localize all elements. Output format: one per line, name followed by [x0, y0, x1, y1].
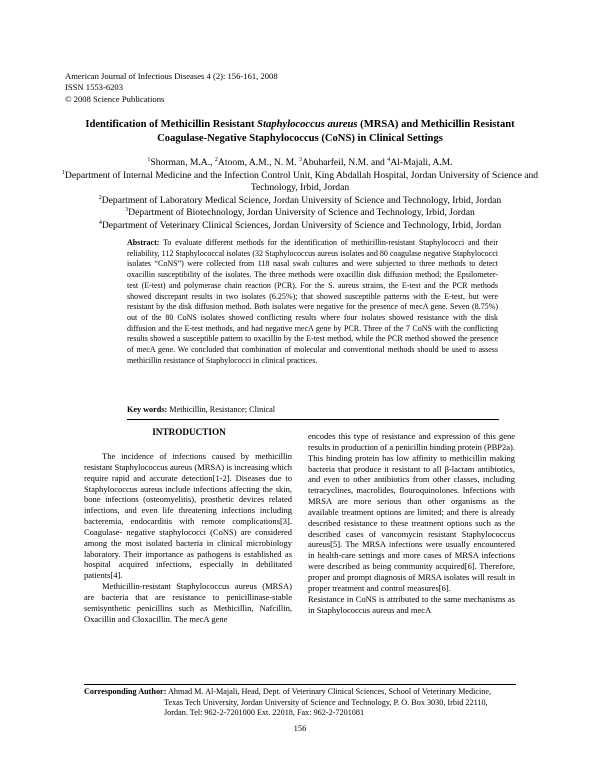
affiliation — [60, 195, 540, 208]
title-species: Staphylococcus aureus — [257, 119, 358, 130]
corresponding-author — [84, 687, 516, 719]
journal-citation: American Journal of Infectious Diseases 4 (2): 156-161, 2008 — [65, 71, 278, 81]
author-name: Shorman, M.A., — [150, 157, 215, 168]
title-part-2: (MRSA) and Methicillin Resistant Coagulase-Negative Staphylococcus (CoNS) in Clinical Settings — [157, 119, 515, 144]
keywords-text: Methicillin, Resistance; Clinical — [167, 405, 276, 414]
right-column — [308, 431, 515, 615]
section-heading: INTRODUCTION — [152, 427, 226, 437]
title-part-1: Identification of Methicillin Resistant — [85, 119, 258, 130]
affiliation-sup: 1 — [61, 169, 65, 176]
keywords — [127, 404, 498, 415]
corresponding-label: Corresponding Author: — [84, 687, 167, 696]
affiliation-text: Department of Veterinary Clinical Sciences, Jordan University of Science and Technology, Irbid, Jordan — [101, 219, 502, 231]
corresponding-line-1 — [84, 687, 516, 698]
journal-copyright: © 2008 Science Publications — [65, 93, 165, 104]
abstract — [127, 238, 498, 366]
author-name: Atoom, A.M., N. M. — [217, 157, 299, 168]
affiliation-sup: 2 — [98, 194, 102, 201]
paper-title — [75, 118, 525, 146]
abstract-label: Abstract: — [127, 238, 160, 247]
corresponding-text: Ahmad M. Al-Majali, Head, Dept. of Veterinary Clinical Sciences, School of Veterinary Medicine, — [166, 687, 492, 696]
page-number: 156 — [293, 723, 307, 733]
affiliation — [60, 170, 540, 195]
author-sup: 3 — [298, 157, 302, 163]
author-name: Al-Majali, A.M. — [390, 157, 453, 168]
author-sup: 4 — [387, 157, 391, 163]
paragraph: The incidence of infections caused by methicillin resistant Staphylococcus aureus (MRSA) is increasing which require rapid and accurate detection[1-2]. Diseases due to Staphylococcus aureus include infections affecting the skin, bone infections (osteomyelitis), prosthetic devices related infections, and even life threatening infections including bacteremia, endocarditis with remote complications[3]. Coagulase- negative staphylococci (CoNS) are considered among the most isolated bacteria in clinical microbiology laboratory. Their importance as pathogens is established as hospital acquired infections, especially in debilitated patients[4]. — [84, 451, 292, 581]
corresponding-line-2: Texas Tech University, Jordan University of Science and Technology, P. O. Box 3030, Irbid 22110, — [164, 697, 488, 707]
corresponding-line-3: Jordan. Tel: 962-2-7201000 Ext. 22018, Fax: 962-2-7201081 — [164, 708, 365, 718]
section-divider — [127, 419, 499, 420]
affiliation-text: Department of Internal Medicine and the Infection Control Unit, King Abdallah Hospital, Jordan University of Science and Technology, Irbid, Jordan — [64, 169, 539, 193]
authors-block — [60, 157, 540, 232]
footnote-divider — [84, 684, 516, 685]
author-list — [60, 157, 540, 170]
paragraph: encodes this type of resistance and expression of this gene results in production of a penicillin binding protein (PBP2a). This binding protein has low affinity to methicillin making bacteria that produce it resistant to all β-lactam antibiotics, and even to other antibiotics from other classes, including tetracyclines, macrolides, flouroquinolones. Infections with MRSA are more serious than other organisms as the available treatment options are limited; and there is already described resistance to these treatment options such as the described cases of vancomycin resistant Staphylococcus aureus[5]. The MRSA infections were usually encountered in health-care settings and more cases of MRSA infections were described as being community acquired[6]. Therefore, proper and prompt diagnosis of MRSA isolates will result in proper treatment and control measures[6]. — [308, 431, 515, 593]
affiliation-text: Department of Laboratory Medical Science, Jordan University of Science and Technology, Irbid, Jordan — [101, 194, 502, 206]
affiliation — [60, 220, 540, 233]
paragraph: Resistance in CoNS is attributed to the same mechanisms as in Staphylococcus aureus and mecA — [308, 593, 515, 615]
affiliation-sup: 4 — [98, 219, 102, 226]
author-sup: 1 — [147, 157, 151, 163]
affiliation-sup: 3 — [125, 207, 129, 213]
left-column — [84, 451, 292, 625]
paragraph: Methicillin-resistant Staphylococcus aureus (MRSA) are bacteria that are resistance to penicillinase-stable semisynthetic penicillins such as Methicillin, Nafcillin, Oxacillin and Cloxacillin. The mecA gene — [84, 581, 292, 624]
keywords-label: Key words: — [127, 405, 168, 414]
affiliation — [60, 207, 540, 220]
abstract-text: To evaluate different methods for the identification of methicillin-resistant Staphylococci and their reliability, 112 Staphylococcal isolates (32 Staphylococcus aureus isolates and 80 coagulase negative Staphylococci isolates “CoNS”) were collected from 118 nasal swab cultures and were subjected to three methods to detect oxacillin susceptibility of the isolates. The three methods were oxacillin disk diffusion method; the Epsilometer- test (E-test) and polymerase chain reaction (PCR). For the S. aureus strains, the E-test and the PCR methods showed discrepant results in two isolates (6.25%); that showed susceptible patterns with the E-test, but were resistant by the disk diffusion method. Both isolates were negative for the presence of mecA gene. Seven (8.75%) out of the 80 CoNS isolates showed conflicting results where four isolates showed resistance with the disk diffusion and the E-test methods, and had negative mecA gene by PCR. Three of the 7 CoNS with the conflicting results showed a susceptible pattern to oxacillin by the E-test method, while the PCR method showed the presence of mecA gene. We concluded that combination of molecular and conventional methods should be used to assess methicillin resistance of Staphylococci in clinical practices. — [127, 238, 498, 365]
journal-issn: ISSN 1553-6203 — [65, 82, 124, 93]
author-sup: 2 — [214, 157, 218, 163]
journal-header — [65, 71, 278, 105]
affiliation-text: Department of Biotechnology, Jordan University of Science and Technology, Irbid, Jordan — [128, 207, 475, 218]
author-name: Abuharfeil, N.M. and — [301, 157, 388, 168]
